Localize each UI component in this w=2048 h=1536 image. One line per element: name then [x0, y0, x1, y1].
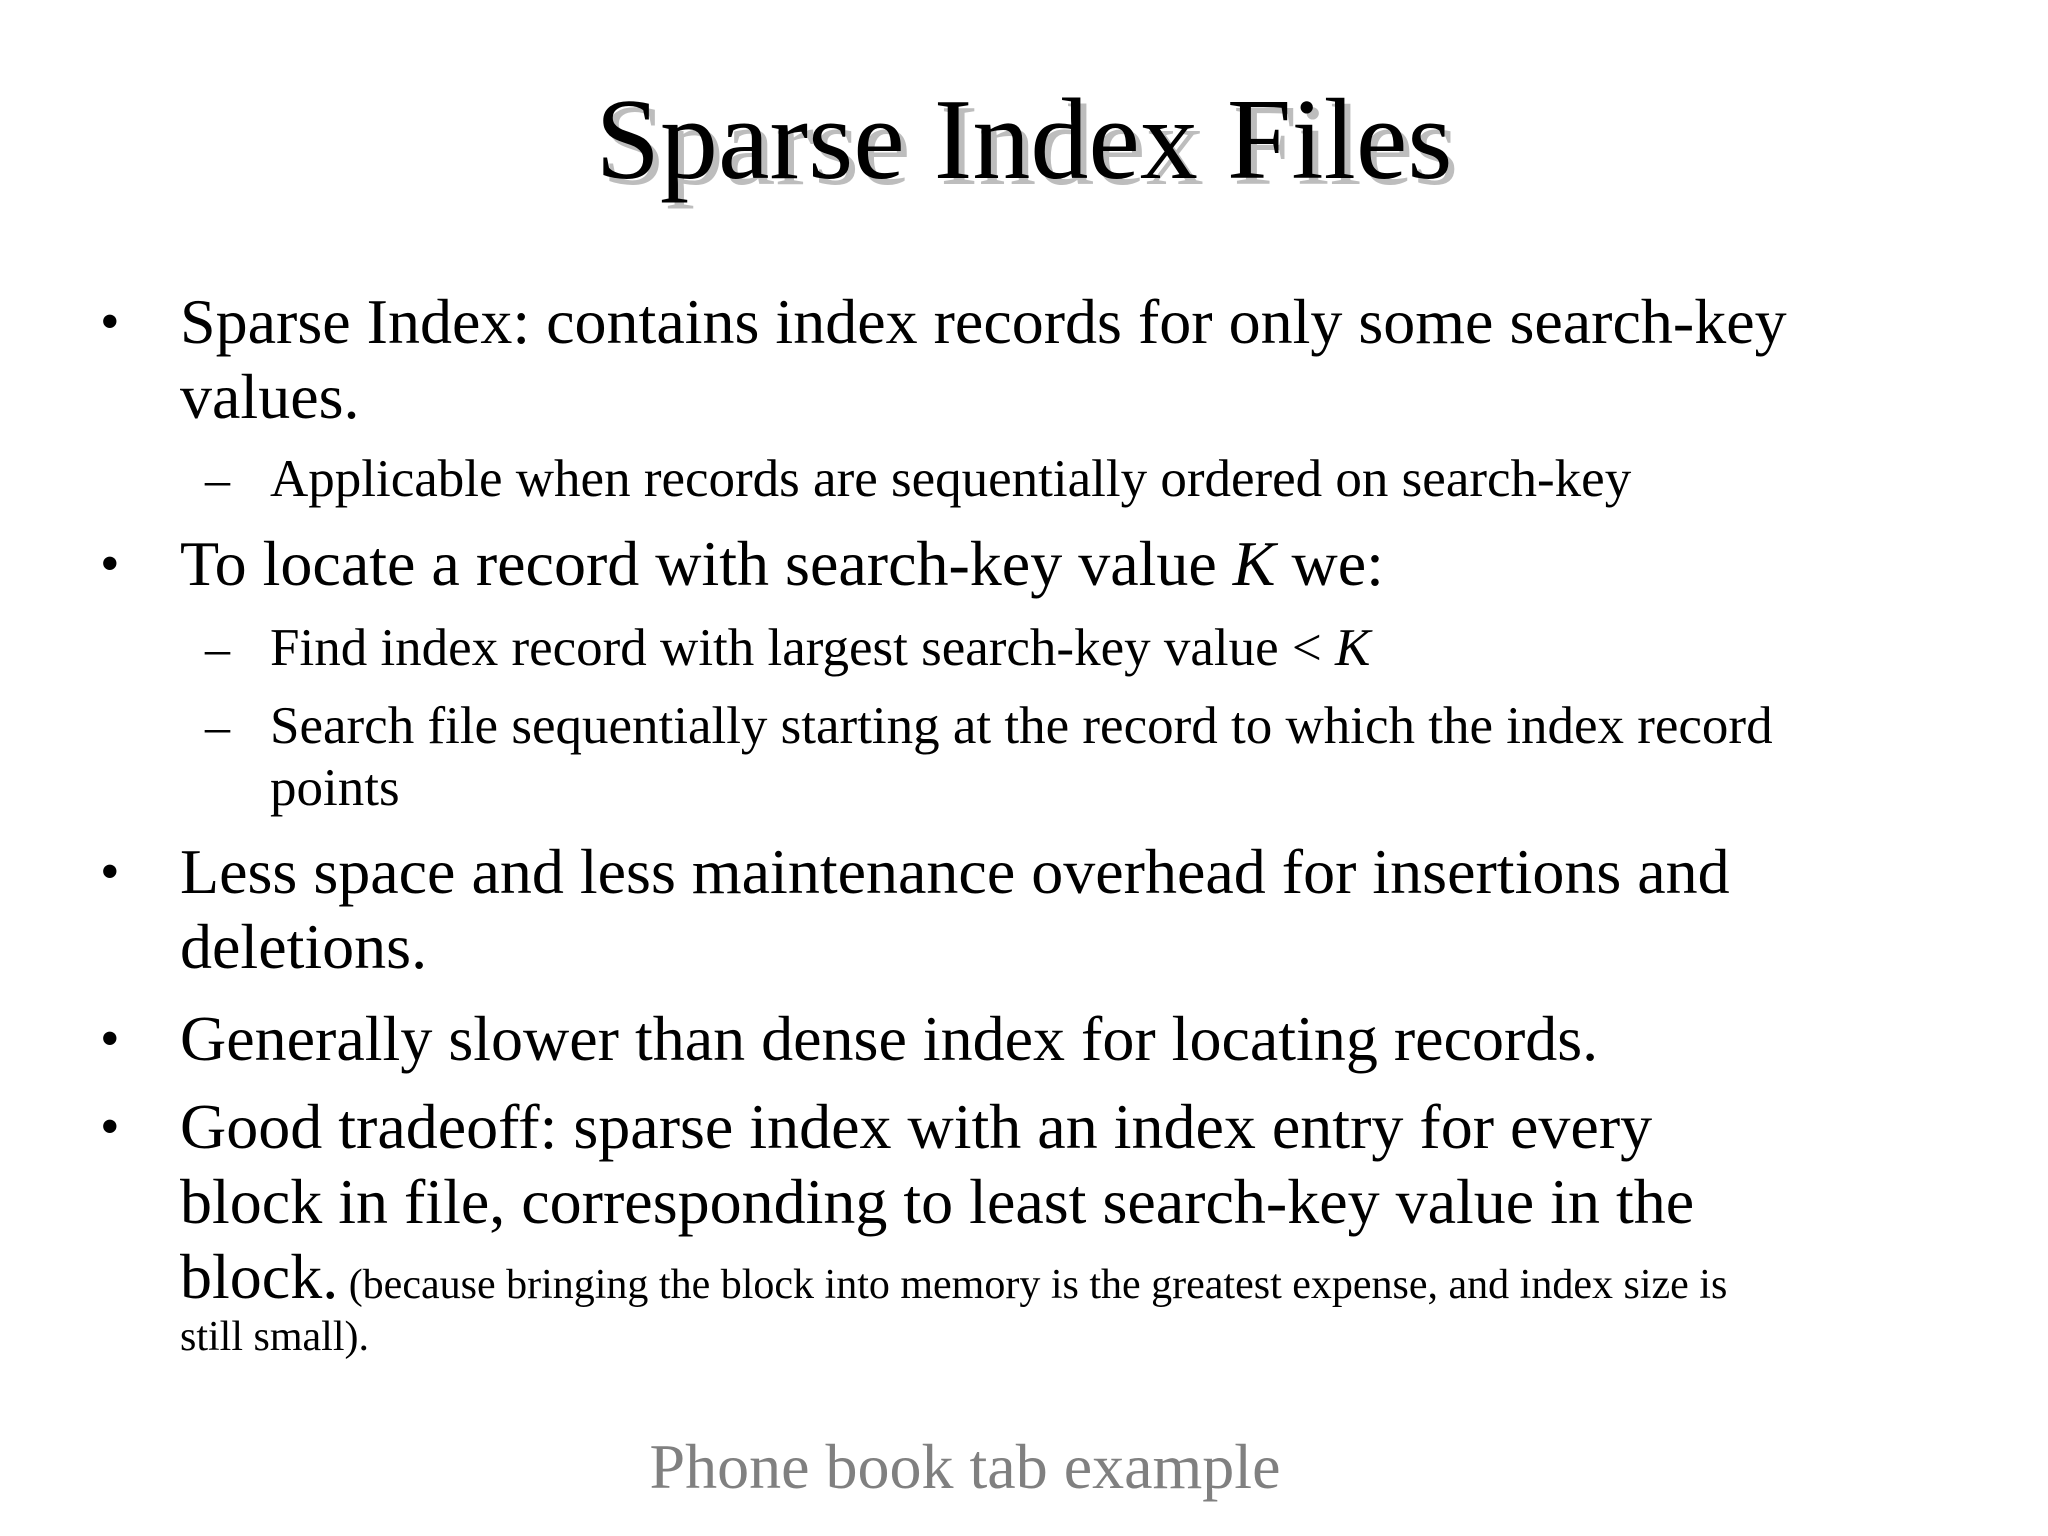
dash-marker: – — [205, 698, 230, 754]
slide-title: Sparse Index Files — [595, 76, 1453, 204]
sub-bullet-text — [270, 617, 1370, 679]
bullet-text-part: block. — [180, 1241, 339, 1312]
bullet-marker: • — [100, 533, 120, 595]
bullet-text: Sparse Index: contains index records for only some search-key — [180, 286, 1787, 357]
footer-note: Phone book tab example — [649, 1431, 1281, 1502]
variable-k: K — [1232, 528, 1276, 599]
sub-bullet-text: Applicable when records are sequentially ordered on search-key — [270, 450, 1632, 508]
bullet-text — [180, 1240, 1727, 1322]
parenthetical-note: (because bringing the block into memory is the greatest expense, and index size is — [338, 1262, 1728, 1308]
dash-marker: – — [205, 620, 230, 676]
variable-k: K — [1335, 619, 1371, 677]
bullet-text — [180, 527, 1384, 601]
dash-marker: – — [205, 451, 230, 507]
sub-bullet-text-part: Find index record with largest search-key value < — [270, 619, 1336, 677]
sub-bullet-text: points — [270, 759, 400, 817]
bullet-text-part: we: — [1275, 528, 1384, 599]
bullet-text: Good tradeoff: sparse index with an index entry for every — [180, 1091, 1653, 1162]
bullet-marker: • — [100, 1096, 120, 1158]
bullet-text: block in file, corresponding to least search-key value in the — [180, 1166, 1695, 1237]
bullet-text: deletions. — [180, 911, 428, 982]
bullet-text: values. — [180, 361, 360, 432]
bullet-marker: • — [100, 291, 120, 353]
sub-bullet-text: Search file sequentially starting at the record to which the index record — [270, 697, 1773, 755]
bullet-text: Generally slower than dense index for locating records. — [180, 1003, 1599, 1074]
bullet-marker: • — [100, 841, 120, 903]
bullet-text-part: To locate a record with search-key value — [180, 528, 1233, 599]
parenthetical-note: still small). — [180, 1314, 369, 1360]
bullet-text: Less space and less maintenance overhead for insertions and — [180, 836, 1730, 907]
bullet-marker: • — [100, 1008, 120, 1070]
